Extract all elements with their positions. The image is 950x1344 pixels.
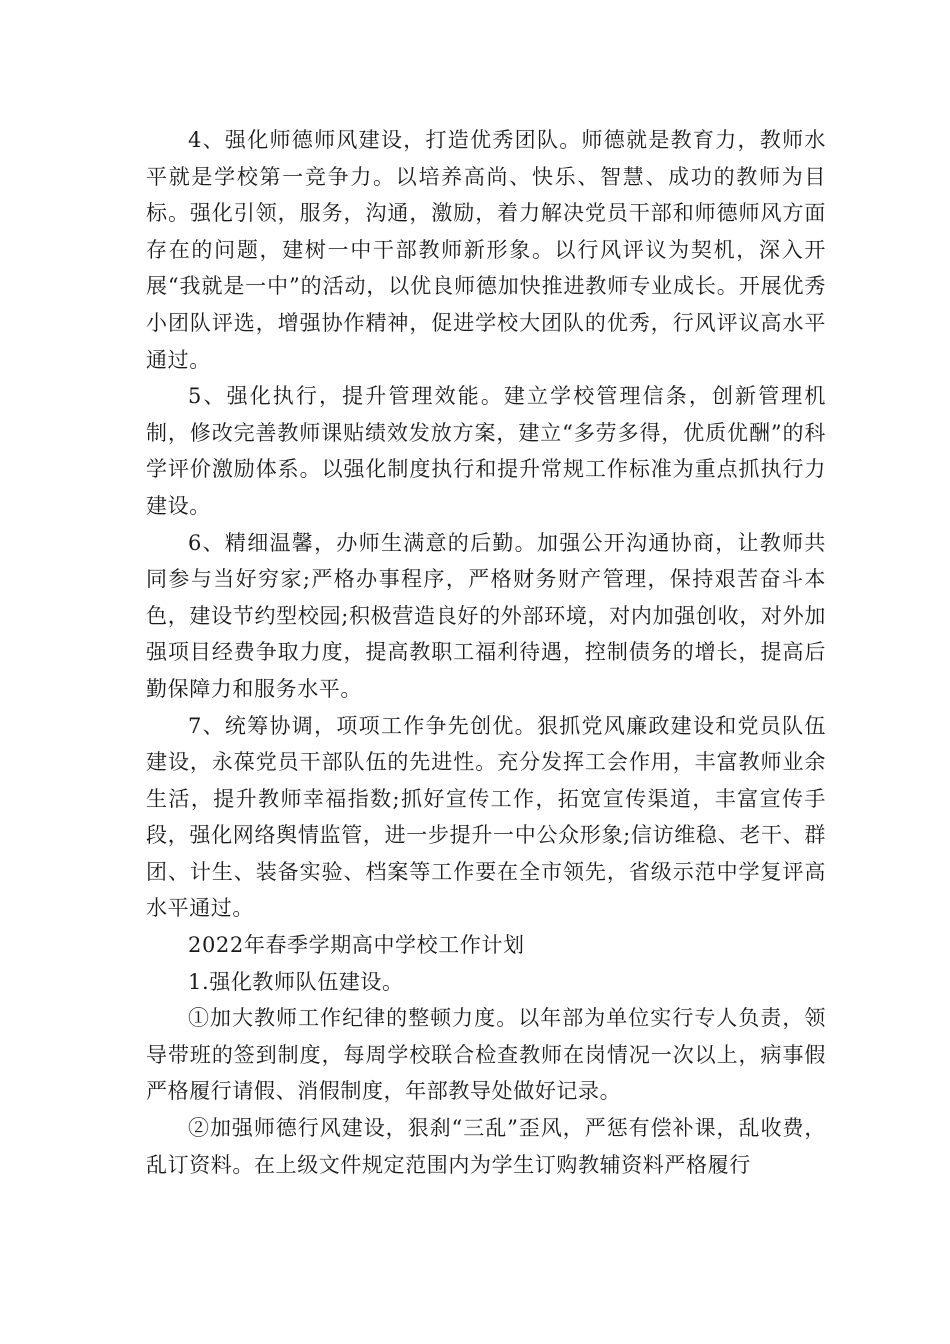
paragraph-item-7: 7、统筹协调，项项工作争先创优。狠抓党风廉政建设和党员队伍建设，永葆党员干部队伍的先进性。充分发挥工会作用，丰富教师业余生活，提升教师幸福指数;抓好宣传工作，拓宽宣传渠道，丰富宣传手段，强化网络舆情监管，进一步提升一中公众形象;信访维稳、老干、群团、计生、装备实验、档案等工作要在全市领先，省级示范中学复评高水平通过。 (146, 713, 826, 921)
paragraph-item-6: 6、精细温馨，办师生满意的后勤。加强公开沟通协商，让教师共同参与当好穷家;严格办事程序，严格财务财产管理，保持艰苦奋斗本色，建设节约型校园;积极营造良好的外部环境，对内加强创收，对外加强项目经费争取力度，提高教职工福利待遇，控制债务的增长，提高后勤保障力和服务水平。 (146, 530, 826, 701)
document-body (146, 122, 826, 1183)
paragraph-item-5: 5、强化执行，提升管理效能。建立学校管理信条，创新管理机制，修改完善教师课贴绩效发放方案，建立“多劳多得，优质优酬”的科学评价激励体系。以强化制度执行和提升常规工作标准为重点抓执行力建设。 (146, 384, 826, 518)
paragraph-sub-2: ②加强师德行风建设，狠刹“三乱”歪风，严惩有偿补课，乱收费，乱订资料。在上级文件规定范围内为学生订购教辅资料严格履行 (146, 1116, 826, 1177)
paragraph-sub-1: ①加大教师工作纪律的整顿力度。以年部为单位实行专人负责，领导带班的签到制度，每周学校联合检查教师在岗情况一次以上，病事假严格履行请假、消假制度，年部教导处做好记录。 (146, 1006, 826, 1104)
paragraph-item-4: 4、强化师德师风建设，打造优秀团队。师德就是教育力，教师水平就是学校第一竞争力。以培养高尚、快乐、智慧、成功的教师为目标。强化引领，服务，沟通，激励，着力解决党员干部和师德师风方面存在的问题，建树一中干部教师新形象。以行风评议为契机，深入开展“我就是一中”的活动，以优良师德加快推进教师专业成长。开展优秀小团队评选，增强协作精神，促进学校大团队的优秀，行风评议高水平通过。 (146, 128, 826, 372)
subsection-heading: 1.强化教师队伍建设。 (188, 969, 404, 994)
section-heading: 2022年春季学期高中学校工作计划 (188, 933, 525, 958)
